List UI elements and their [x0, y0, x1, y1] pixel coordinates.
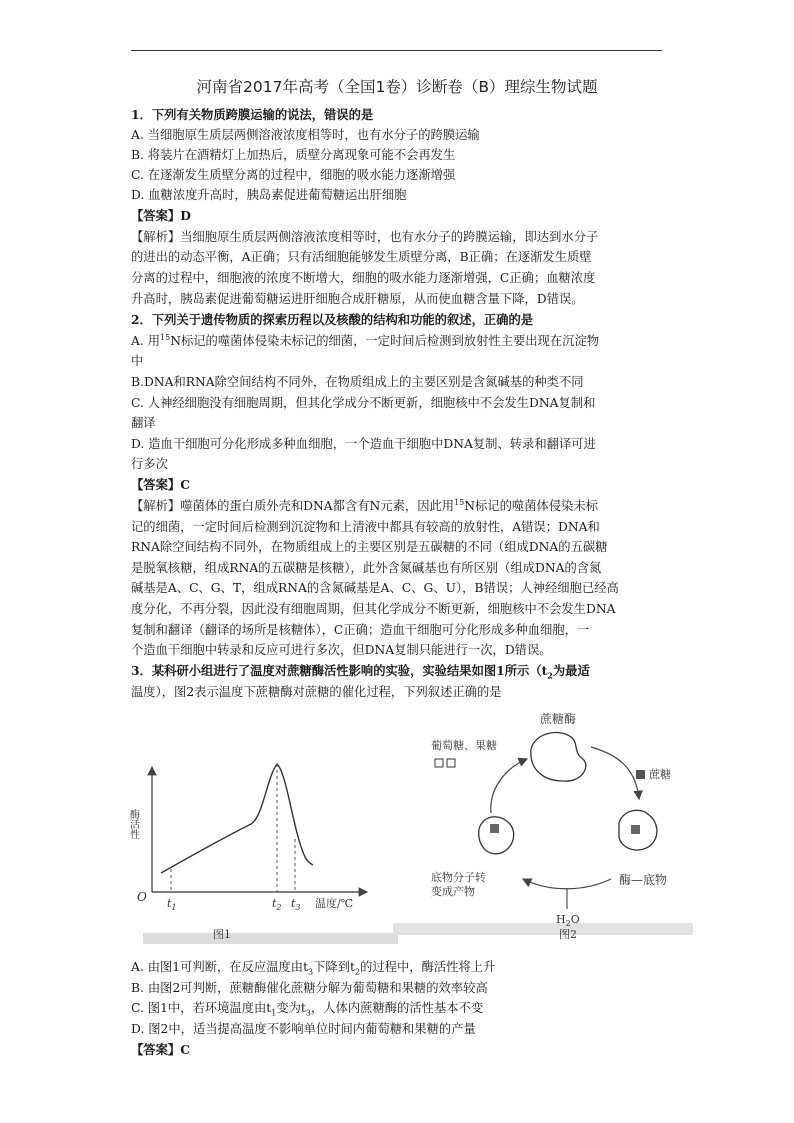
q3-option-d: D. 图2中，适当提高温度不影响单位时间内葡萄糖和果糖的产量 [131, 1022, 476, 1036]
products-label: 葡萄糖、果糖 [431, 739, 497, 752]
q3-answer: 【答案】C [131, 1042, 190, 1057]
bound-substrate-icon [631, 825, 640, 834]
page-title: 河南省2017年高考（全国1卷）诊断卷（B）理综生物试题 [196, 78, 598, 96]
complex-label: 酶—底物 [619, 873, 668, 887]
transform-label-2: 变成产物 [431, 885, 475, 898]
q3-option-c: C. 图1中，若环境温度由$t_1$变为$t_3$，人体内蔗糖酶的活性基本不变 [131, 1001, 484, 1018]
q1-answer: 【答案】D [131, 208, 191, 223]
q2-explanation-line7: 复制和翻译（翻译的场所是核糖体），C正确；造血干细胞可分化形成多种血细胞，一 [131, 623, 590, 637]
q2-option-a: A. 用$^{15}$N标记的噬菌体侵染未标记的细菌，一定时间后检测到放射性主要出现在沉淀物 [131, 332, 600, 348]
activity-curve [161, 764, 313, 873]
q2-explanation-line2: 记的细菌，一定时间后检测到沉淀物和上清液中都具有较高的放射性，A错误；DNA和 [131, 520, 600, 534]
q2-option-d-cont: 行多次 [131, 457, 168, 471]
q1-explanation-line1: 【解析】当细胞原生质层两侧溶液浓度相等时，也有水分子的跨膜运输，即达到水分子 [131, 230, 599, 244]
transform-label-1: 底物分子转 [431, 871, 486, 884]
arrow-release-enzyme [491, 759, 527, 813]
sucrose-icon [636, 770, 645, 779]
q2-explanation-line3: RNA除空间结构不同外，在物质组成上的主要区别是五碳糖的不同（组成DNA的五碳糖 [131, 540, 608, 554]
q2-option-b: B.DNA和RNA除空间结构不同外，在物质组成上的主要区别是含氮碱基的种类不同 [131, 375, 584, 389]
q2-explanation-line8: 个造血干细胞中转录和反应可进行多次，但DNA复制只能进行一次，D错误。 [131, 643, 552, 657]
q1-option-b: B. 将装片在酒精灯上加热后，质壁分离现象可能不会再发生 [131, 148, 456, 162]
arrow-enzyme-to-complex [591, 747, 639, 799]
arrow-complex-to-product [523, 879, 611, 889]
q2-explanation-line4: 是脱氧核糖，组成RNA的五碳糖是核糖），此外含氮碱基也有所区别（组成DNA的含氮 [131, 561, 602, 575]
q2-option-d: D. 造血干细胞可分化形成多种血细胞，一个造血干细胞中DNA复制、转录和翻译可进 [131, 437, 596, 451]
q2-option-c: C. 人神经细胞没有细胞周期，但其化学成分不断更新，细胞核中不会发生DNA复制和 [131, 396, 596, 410]
q3-figures [127, 711, 694, 946]
q3-option-b: B. 由图2可判断，蔗糖酶催化蔗糖分解为葡萄糖和果糖的效率较高 [131, 981, 488, 995]
q2-answer: 【答案】C [131, 477, 190, 492]
x-axis-label: 温度/℃ [315, 897, 354, 910]
q3-option-a: A. 由图1可判断，在反应温度由$t_3$下降到$t_2$的过程中，酶活性将上升 [131, 960, 496, 977]
q1-explanation-line4: 升高时，胰岛素促进葡萄糖运进肝细胞合成肝糖原，从而使血糖含量下降，D错误。 [131, 292, 584, 306]
q2-option-a-cont: 中 [131, 354, 144, 368]
q1-explanation-line3: 分离的过程中，细胞液的浓度不断增大，细胞的吸水能力逐渐增强，C正确；血糖浓度 [131, 271, 596, 285]
q2-option-c-cont: 翻译 [131, 416, 156, 430]
q2-explanation-line6: 度分化，不再分裂，因此没有细胞周期，但其化学成分不断更新，细胞核中不会发生DNA [131, 602, 616, 616]
q1-explanation-line2: 的进出的动态平衡，A正确；只有活细胞能够发生质壁分离，B正确；在逐渐发生质壁 [131, 250, 592, 264]
sucrose-label: 蔗糖 [649, 768, 671, 781]
q2-explanation-line1: 【解析】噬菌体的蛋白质外壳和DNA都含有N元素，因此用$^{15}$N标记的噬菌体侵染未标 [131, 497, 599, 513]
y-axis-label: 酶活性 [127, 809, 139, 839]
q1-option-d: D. 血糖浓度升高时，胰岛素促进葡萄糖运出肝细胞 [131, 188, 407, 202]
water-label: $H_2O$ [556, 913, 580, 928]
t3-label: $t_3$ [291, 897, 301, 912]
header-rule [131, 50, 662, 51]
figure-1-caption: 图1 [213, 928, 231, 941]
origin-label: O [137, 890, 147, 904]
q1-stem: 1．下列有关物质跨膜运输的说法，错误的是 [131, 107, 374, 122]
enzyme-product-shape [479, 817, 514, 854]
glucose-icon [435, 759, 443, 767]
q3-stem: 3．某科研小组进行了温度对蔗糖酶活性影响的实验，实验结果如图1所示（$t_2$为最适 [131, 663, 590, 681]
q1-option-c: C. 在逐渐发生质壁分离的过程中，细胞的吸水能力逐渐增强 [131, 168, 456, 182]
q2-stem: 2．下列关于遗传物质的探索历程以及核酸的结构和功能的叙述，正确的是 [131, 312, 534, 327]
q1-option-a: A. 当细胞原生质层两侧溶液浓度相等时，也有水分子的跨膜运输 [131, 128, 480, 142]
t1-label: $t_1$ [167, 897, 177, 912]
figure-1-enzyme-activity-graph [128, 764, 399, 944]
enzyme-label: 蔗糖酶 [540, 712, 577, 726]
q2-explanation-line5: 碱基是A、C、G、T，组成RNA的含氮碱基是A、C、G、U），B错误；人神经细胞已经高 [131, 581, 619, 595]
figure-2-caption: 图2 [559, 928, 577, 941]
t2-label: $t_2$ [272, 897, 282, 912]
q3-stem-cont: 温度），图2表示温度下蔗糖酶对蔗糖的催化过程，下列叙述正确的是 [131, 685, 502, 699]
figure-2-catalysis-cycle [393, 711, 693, 941]
fructose-icon [447, 759, 455, 767]
enzyme-shape-top [531, 733, 586, 782]
converted-substrate-icon [490, 824, 499, 833]
